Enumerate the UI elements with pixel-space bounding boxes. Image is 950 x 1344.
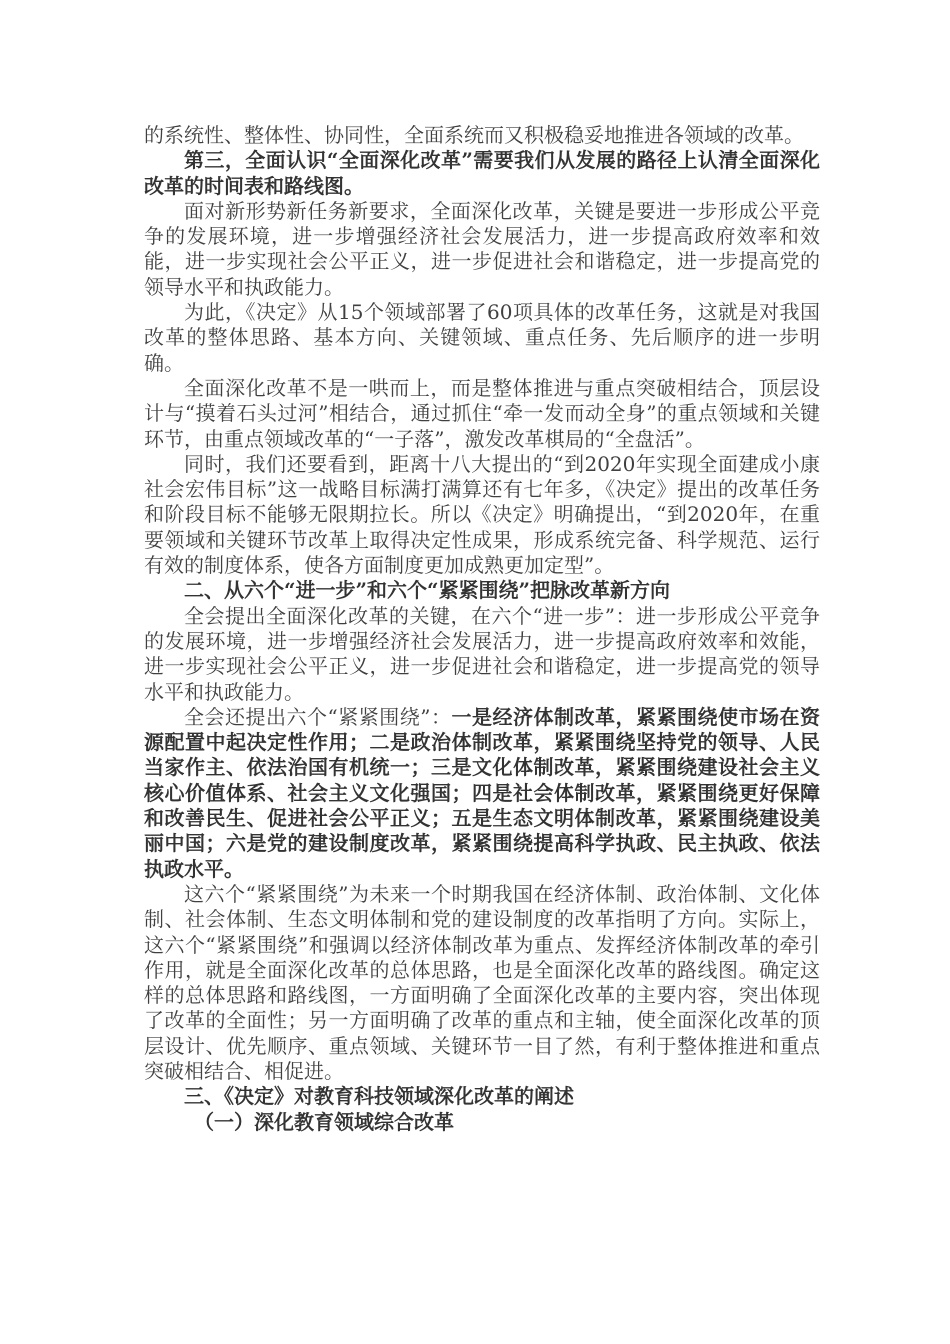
paragraph-heading-third: 第三，全面认识“全面深化改革”需要我们从发展的路径上认清全面深化改革的时间表和路线图。 bbox=[144, 148, 820, 198]
document-page bbox=[144, 123, 820, 1135]
section-heading-two: 二、从六个“进一步”和六个“紧紧围绕”把脉改革新方向 bbox=[184, 578, 671, 603]
paragraph-body: 同时，我们还要看到，距离十八大提出的“到2020年实现全面建成小康社会宏伟目标”这一战略目标满打满算还有七年多，《决定》提出的改革任务和阶段目标不能够无限期拉长。所以《决定》明确提出，“到2020年，在重要领域和关键环节改革上取得决定性成果，形成系统完备、科学规范、运行有效的制度体系，使各方面制度更加成熟更加定型”。 bbox=[144, 451, 820, 578]
paragraph-continuation: 的系统性、整体性、协同性，全面系统而又积极稳妥地推进各领域的改革。 bbox=[144, 123, 804, 147]
paragraph-bold-list: 一是经济体制改革，紧紧围绕使市场在资源配置中起决定性作用；二是政治体制改革，紧紧围绕坚持党的领导、人民当家作主、依法治国有机统一；三是文化体制改革，紧紧围绕建设社会主义核心价值体系、社会主义文化强国；四是社会体制改革，紧紧围绕更好保障和改善民生、促进社会公平正义；五是生态文明体制改革，紧紧围绕建设美丽中国；六是党的建设制度改革，紧紧围绕提高科学执政、民主执政、依法执政水平。 bbox=[144, 704, 821, 881]
section-heading-three: 三、《决定》对教育科技领域深化改革的阐述 bbox=[184, 1084, 574, 1109]
paragraph-body: 为此，《决定》从15个领域部署了60项具体的改革任务，这就是对我国改革的整体思路、基本方向、关键领域、重点任务、先后顺序的进一步明确。 bbox=[144, 300, 820, 375]
paragraph-body: 面对新形势新任务新要求，全面深化改革，关键是要进一步形成公平竞争的发展环境，进一步增强经济社会发展活力，进一步提高政府效率和效能，进一步实现社会公平正义，进一步促进社会和谐稳定，进一步提高党的领导水平和执政能力。 bbox=[144, 198, 820, 299]
paragraph-body: 这六个“紧紧围绕”为未来一个时期我国在经济体制、政治体制、文化体制、社会体制、生态文明体制和党的建设制度的改革指明了方向。实际上，这六个“紧紧围绕”和强调以经济体制改革为重点、发挥经济体制改革的牵引作用，就是全面深化改革的总体思路，也是全面深化改革的路线图。确定这样的总体思路和路线图，一方面明确了全面深化改革的主要内容，突出体现了改革的全面性；另一方面明确了改革的重点和主轴，使全面深化改革的顶层设计、优先顺序、重点领域、关键环节一目了然，有利于整体推进和重点突破相结合、相促进。 bbox=[144, 881, 820, 1083]
subsection-heading-one: （一）深化教育领域综合改革 bbox=[194, 1109, 454, 1134]
paragraph-body: 全会提出全面深化改革的关键，在六个“进一步”：进一步形成公平竞争的发展环境，进一步增强经济社会发展活力，进一步提高政府效率和效能，进一步实现社会公平正义，进一步促进社会和谐稳定，进一步提高党的领导水平和执政能力。 bbox=[144, 603, 820, 704]
paragraph-body: 全面深化改革不是一哄而上，而是整体推进与重点突破相结合，顶层设计与“摸着石头过河”相结合，通过抓住“牵一发而动全身”的重点领域和关键环节，由重点领域改革的“一子落”，激发改革棋局的“全盘活”。 bbox=[144, 375, 820, 451]
paragraph-lead-in: 全会还提出六个“紧紧围绕”： bbox=[184, 704, 452, 729]
paragraph-six-focuses bbox=[144, 705, 820, 882]
